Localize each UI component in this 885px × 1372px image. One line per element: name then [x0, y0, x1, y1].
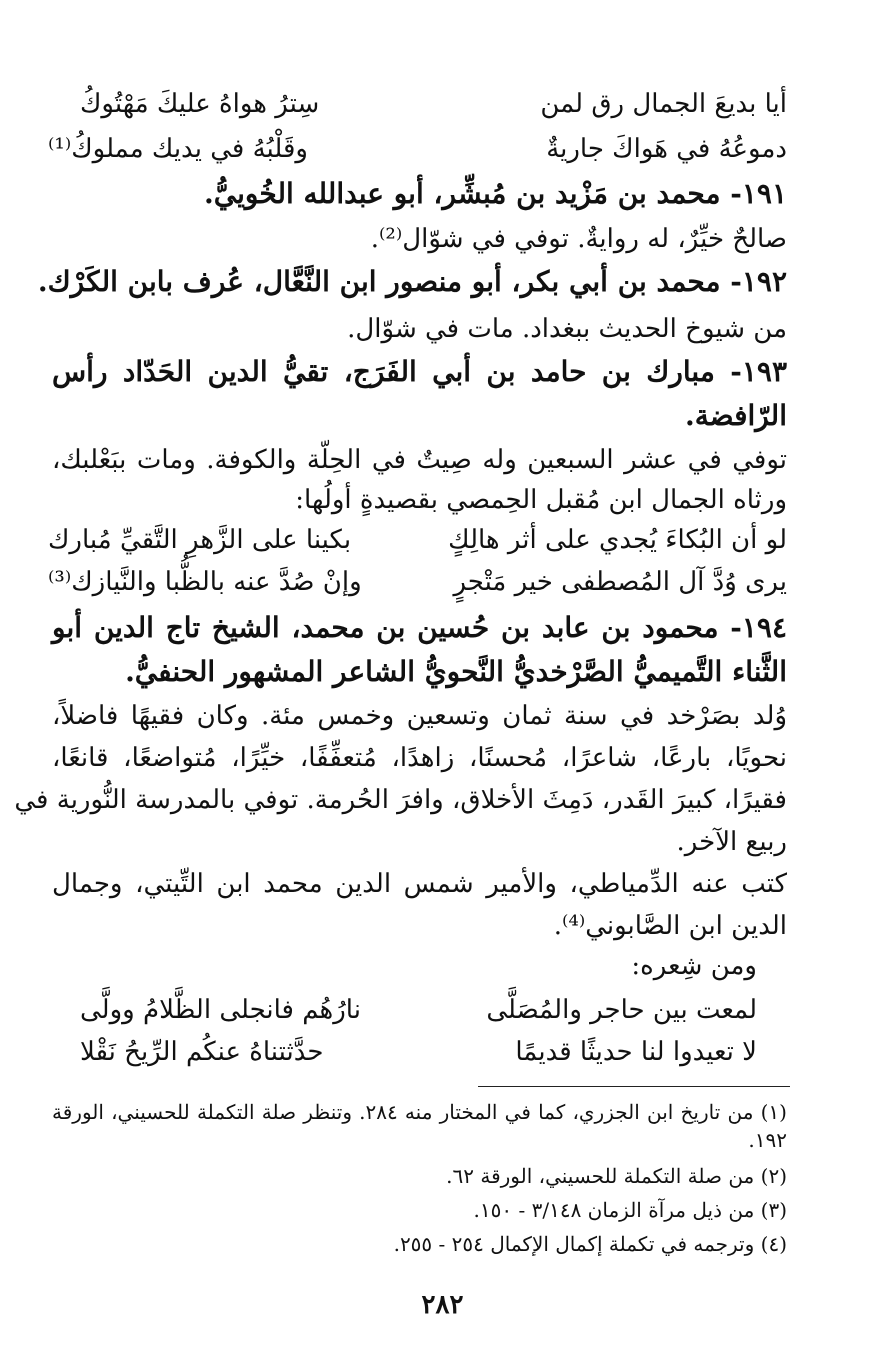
entry-192-title: ١٩٢- محمد بن أبي بكر، أبو منصور ابن النَّعَّال، عُرف بابن الكَرْك.: [37, 265, 787, 298]
entry-193-title-line1: ١٩٣- مبارك بن حامد بن أبي الفَرَج، تقيُّ الدين الحَدّاد رأس: [52, 355, 787, 388]
entry-194-text-line7: ومن شِعره:: [631, 951, 757, 981]
entry-194-text-line3: فقيرًا، كبيرَ القَدر، دَمِثَ الأخلاق، وافرَ الحُرمة. توفي بالمدرسة النُّورية في: [14, 785, 787, 815]
entry-194-text-line4: ربيع الآخر.: [676, 827, 787, 857]
verse-hemistich-right: لو أن البُكاءَ يُجدي على أثر هالِكٍ: [448, 525, 787, 555]
entry-194-text-line6: الدين ابن الصَّابوني⁽⁴⁾.: [553, 911, 787, 941]
footnote-2: (٢) من صلة التكملة للحسيني، الورقة ٦٢.: [446, 1164, 787, 1188]
entry-193-text-line2: ورثاه الجمال ابن مُقبل الحِمصي بقصيدةٍ أولُها:: [295, 485, 787, 515]
verse-hemistich-right: لا تعيدوا لنا حديثًا قديمًا: [515, 1037, 757, 1067]
entry-191-title: ١٩١- محمد بن مَزْيد بن مُبشِّر، أبو عبدالله الخُوييُّ.: [204, 177, 787, 210]
verse-hemistich-left: وإنْ صُدَّ عنه بالظُّبا والنَّيازك⁽³⁾: [48, 567, 362, 597]
entry-194-title-line2: الثَّناء التَّميميُّ الصَّرْخديُّ النَّحويُّ الشاعر المشهور الحنفيُّ.: [125, 655, 787, 688]
footnote-3: (٣) من ذيل مرآة الزمان ٣/١٤٨ - ١٥٠.: [473, 1198, 787, 1222]
verse-hemistich-right: يرى وُدَّ آل المُصطفى خير مَتْجرٍ: [453, 567, 787, 597]
footnote-separator: [478, 1086, 790, 1087]
verse-hemistich-right: أيا بديعَ الجمال رق لمن: [540, 89, 787, 119]
entry-193-text-line1: توفي في عشر السبعين وله صِيتٌ في الحِلّة والكوفة. ومات ببَعْلبك،: [52, 445, 788, 475]
entry-194-title-line1: ١٩٤- محمود بن عابد بن حُسين بن محمد، الشيخ تاج الدين أبو: [52, 611, 787, 644]
poetry-verse-1: [80, 994, 757, 1026]
poetry-verse-2: [80, 1036, 757, 1068]
entry-194-text-line5: كتب عنه الدِّمياطي، والأمير شمس الدين محمد ابن التِّيتي، وجمال: [52, 869, 787, 899]
elegy-verse-1: [48, 524, 787, 556]
verse-hemistich-right: دموعُهُ في هَواكَ جاريةٌ: [546, 134, 787, 164]
verse-hemistich-left: بكينا على الزَّهرِ التَّقيِّ مُبارك: [48, 525, 352, 555]
entry-191-text: صالحٌ خيِّرٌ، له روايةٌ. توفي في شوّال⁽²⁾.: [370, 224, 787, 254]
elegy-verse-2: [48, 566, 787, 598]
verse-hemistich-left: نارُهُم فانجلى الظَّلامُ وولَّى: [80, 995, 361, 1025]
verse-hemistich-right: لمعت بين حاجر والمُصَلَّى: [486, 995, 757, 1025]
verse-hemistich-left: حدَّثتناهُ عنكُم الرِّيحُ نَقْلا: [80, 1037, 324, 1067]
footnote-1: (١) من تاريخ ابن الجزري، كما في المختار منه ٢٨٤. وتنظر صلة التكملة للحسيني، الورقة ١٩٢.: [52, 1100, 787, 1152]
poem-verse-1: [80, 88, 787, 120]
entry-194-text-line2: نحويًا، بارعًا، شاعرًا، مُحسنًا، زاهدًا، مُتعفِّفًا، خيِّرًا، مُتواضعًا، قانعًا،: [52, 743, 787, 773]
footnote-4: (٤) وترجمه في تكملة إكمال الإكمال ٢٥٤ - ٢٥٥.: [393, 1232, 787, 1256]
entry-194-text-line1: وُلد بصَرْخد في سنة ثمان وتسعين وخمس مئة. وكان فقيهًا فاضلاً،: [52, 701, 787, 731]
entry-193-title-line2: الرّافضة.: [685, 399, 787, 432]
poem-verse-2: [48, 133, 787, 165]
page-number: ٢٨٢: [421, 1290, 464, 1320]
verse-hemistich-left: وقَلْبُهُ في يديك مملوكُ⁽¹⁾: [48, 134, 308, 164]
verse-hemistich-left: سِترُ هواهُ عليكَ مَهْتُوكُ: [80, 89, 320, 119]
entry-192-text: من شيوخ الحديث ببغداد. مات في شوّال.: [347, 314, 787, 344]
